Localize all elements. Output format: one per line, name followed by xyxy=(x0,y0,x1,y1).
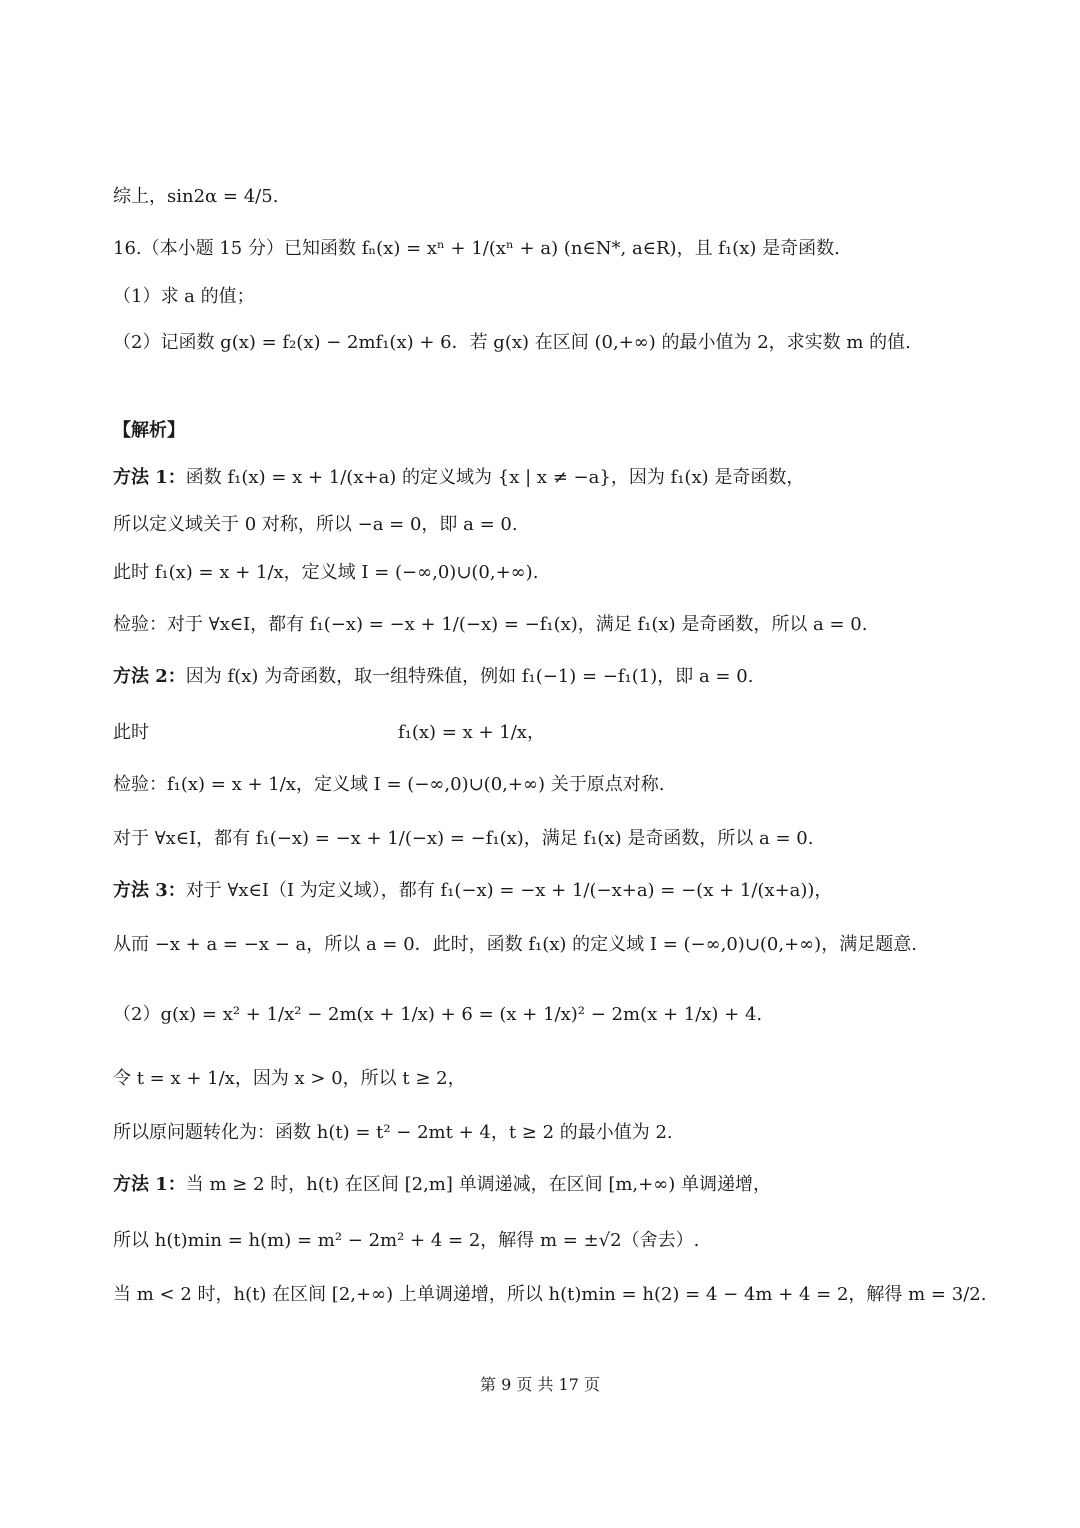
method-label: 方法 2： xyxy=(113,666,186,687)
line-12: f₁(x) = x + 1/x， xyxy=(398,722,545,743)
line-11: 此时 xyxy=(113,722,149,743)
line-10: 方法 2：因为 f(x) 为奇函数，取一组特殊值，例如 f₁(−1) = −f₁(1)，即 a = 0. xyxy=(113,666,754,687)
line-4: （2）记函数 g(x) = f₂(x) − 2mf₁(x) + 6．若 g(x) 在区间 (0,+∞) 的最小值为 2，求实数 m 的值. xyxy=(113,332,911,353)
line-1: 综上，sin2α = 4/5. xyxy=(113,186,279,207)
line-21: 所以 h(t)min = h(m) = m² − 2m² + 4 = 2，解得 m = ±√2（舍去）. xyxy=(113,1230,700,1251)
line-3: （1）求 a 的值； xyxy=(113,286,255,307)
method-label: 方法 1： xyxy=(113,1174,186,1195)
line-18: 令 t = x + 1/x，因为 x > 0，所以 t ≥ 2， xyxy=(113,1068,466,1089)
line-5: 【解析】 xyxy=(113,420,185,441)
line-22: 当 m < 2 时，h(t) 在区间 [2,+∞) 上单调递增，所以 h(t)min = h(2) = 4 − 4m + 4 = 2，解得 m = 3/2. xyxy=(113,1284,987,1305)
line-20: 方法 1：当 m ≥ 2 时，h(t) 在区间 [2,m] 单调递减，在区间 [m,+∞) 单调递增， xyxy=(113,1174,771,1195)
line-2: 16.（本小题 15 分）已知函数 fₙ(x) = xⁿ + 1/(xⁿ + a) (n∈N*, a∈R)，且 f₁(x) 是奇函数. xyxy=(113,238,840,259)
page-footer: 第 9 页 共 17 页 xyxy=(480,1375,600,1394)
line-17: （2）g(x) = x² + 1/x² − 2m(x + 1/x) + 6 = (x + 1/x)² − 2m(x + 1/x) + 4. xyxy=(113,1004,763,1025)
line-8: 此时 f₁(x) = x + 1/x，定义域 I = (−∞,0)∪(0,+∞). xyxy=(113,562,539,583)
method-label: 方法 1： xyxy=(113,467,186,488)
line-15: 方法 3：对于 ∀x∈I（I 为定义域），都有 f₁(−x) = −x + 1/(−x+a) = −(x + 1/(x+a))， xyxy=(113,880,833,901)
line-16: 从而 −x + a = −x − a，所以 a = 0．此时，函数 f₁(x) 的定义域 I = (−∞,0)∪(0,+∞)，满足题意. xyxy=(113,934,917,955)
line-6: 方法 1：函数 f₁(x) = x + 1/(x+a) 的定义域为 {x | x ≠ −a}，因为 f₁(x) 是奇函数， xyxy=(113,467,805,488)
line-9: 检验：对于 ∀x∈I，都有 f₁(−x) = −x + 1/(−x) = −f₁(x)，满足 f₁(x) 是奇函数，所以 a = 0. xyxy=(113,614,868,635)
line-14: 对于 ∀x∈I，都有 f₁(−x) = −x + 1/(−x) = −f₁(x)，满足 f₁(x) 是奇函数，所以 a = 0. xyxy=(113,828,814,849)
line-19: 所以原问题转化为：函数 h(t) = t² − 2mt + 4，t ≥ 2 的最小值为 2. xyxy=(113,1122,673,1143)
line-13: 检验：f₁(x) = x + 1/x，定义域 I = (−∞,0)∪(0,+∞) 关于原点对称. xyxy=(113,774,665,795)
line-7: 所以定义域关于 0 对称，所以 −a = 0，即 a = 0. xyxy=(113,514,518,535)
method-label: 方法 3： xyxy=(113,880,186,901)
